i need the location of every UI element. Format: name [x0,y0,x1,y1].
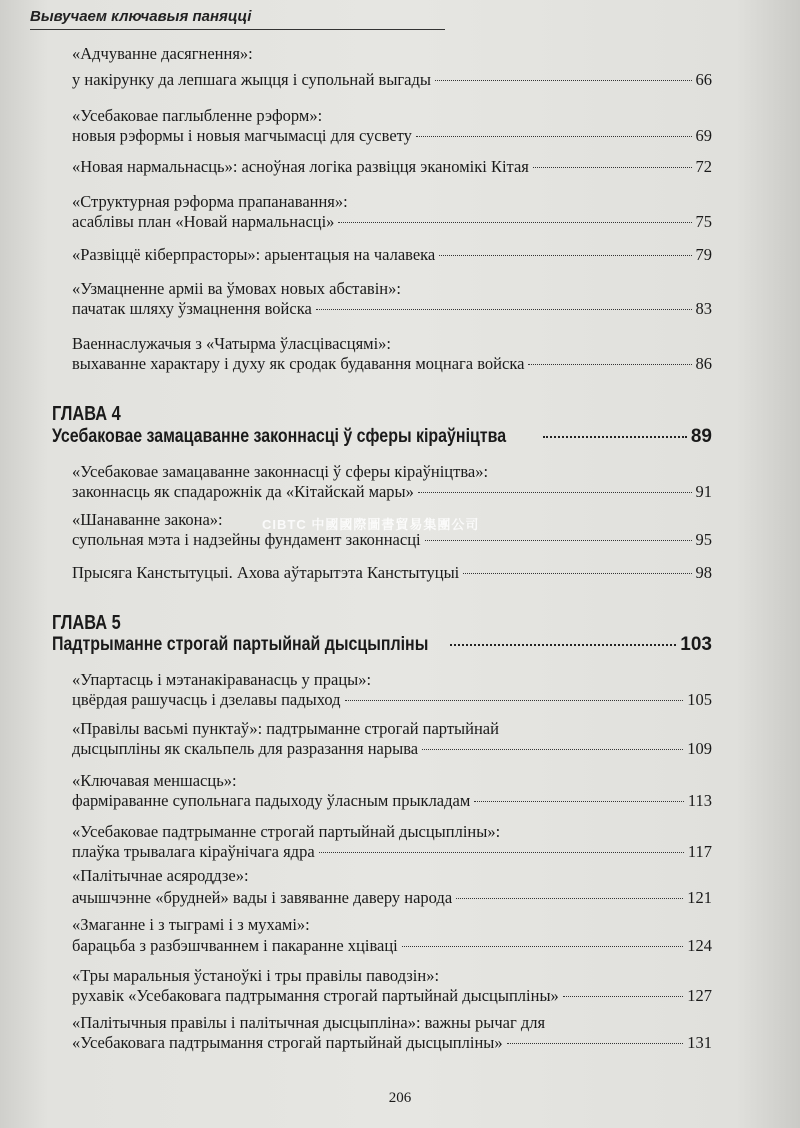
page-number: 98 [695,563,712,582]
toc-entry-line1: «Адчуванне дасягнення»: [72,44,253,63]
toc-entry-line1: Ваеннаслужачыя з «Чатырма ўласцівасцямі»: [72,334,392,353]
toc-entry: выхаванне характару і духу як сродак будавання моцнага войска 86 [72,354,712,373]
page-number: 72 [695,157,712,176]
toc-entry: асаблівы план «Новай нармальнасці» 75 [72,212,712,231]
page-number: 113 [687,791,712,810]
page-number: 109 [687,739,712,758]
page-number: 105 [687,690,712,709]
chapter-label: ГЛАВА 5 [52,612,121,634]
page-number: 66 [695,70,712,89]
page-number: 131 [687,1033,712,1052]
toc-entry-line1: «Усебаковае замацаванне законнасці ў сферы кіраўніцтва»: [72,462,489,481]
toc-entry: законнасць як спадарожнік да «Кітайскай мары» 91 [72,482,712,501]
page-number: 79 [695,245,712,264]
page-number: 121 [687,888,712,907]
page-folio: 206 [388,1090,412,1106]
chapter-title: Усебаковае замацаванне законнасці ў сферы кіраўніцтва 89 [52,426,712,447]
toc-entry: супольная мэта і надзейны фундамент законнасці 95 [72,530,712,549]
toc-entry-line1: «Палітычныя правілы і палітычная дысцыпліна»: важны рычаг для [72,1013,546,1032]
watermark: CIBTC 中國國際圖書貿易集團公司 [262,517,480,532]
toc-entry-line1: «Структурная рэформа прапанавання»: [72,192,348,211]
toc-entry-line1: «Усебаковае падтрыманне строгай партыйнай дысцыпліны»: [72,822,501,841]
page-number: 124 [687,936,712,955]
page-number: 86 [695,354,712,373]
toc-entry-line1: «Тры маральныя ўстаноўкі і тры правілы паводзін»: [72,966,440,985]
page-number: 127 [687,986,712,1005]
toc-entry: «Новая нармальнасць»: асноўная логіка развіцця эканомікі Кітая 72 [72,157,712,176]
toc-entry: барацьба з разбэшчваннем і пакаранне хціваці 124 [72,936,712,955]
toc-entry: дысцыпліны як скальпель для разразання нарыва 109 [72,739,712,758]
page-number: 83 [695,299,712,318]
page-number: 75 [695,212,712,231]
toc-entry: цвёрдая рашучасць і дзелавы падыход 105 [72,690,712,709]
toc-entry: Прысяга Канстытуцыі. Ахова аўтарытэта Канстытуцыі 98 [72,563,712,582]
page-number: 69 [695,126,712,145]
toc-entry-line1: «Узмацненне арміі ва ўмовах новых абставін»: [72,279,401,298]
toc-entry-line1: «Ключавая меншасць»: [72,771,237,790]
toc-entry: «Развіццё кіберпрасторы»: арыентацыя на чалавека 79 [72,245,712,264]
chapter-label: ГЛАВА 4 [52,403,121,425]
chapter-title: Падтрыманне строгай партыйнай дысцыпліны 103 [52,634,712,655]
toc-entry-line1: «Палітычнае асяроддзе»: [72,866,249,885]
toc-entry: у накірунку да лепшага жыцця і супольнай выгады 66 [72,70,712,89]
toc-entry-line1: «Шанаванне закона»: [72,510,223,529]
toc-entry: новыя рэформы і новыя магчымасці для сусвету 69 [72,126,712,145]
toc-entry: плаўка трывалага кіраўнічага ядра 117 [72,842,712,861]
toc-entry: пачатак шляху ўзмацнення войска 83 [72,299,712,318]
toc-entry-line1: «Правілы васьмі пунктаў»: падтрыманне строгай партыйнай [72,719,499,738]
toc-entry: ачышчэнне «брудней» вады і завяванне даверу народа 121 [72,888,712,907]
page-number: 103 [680,634,712,655]
toc-entry-line1: «Змаганне і з тыграмі і з мухамі»: [72,915,310,934]
page-number: 95 [695,530,712,549]
toc-entry-line1: «Упартасць і мэтанакіраванасць у працы»: [72,670,372,689]
toc-entry: «Усебаковага падтрымання строгай партыйнай дысцыпліны» 131 [72,1033,712,1052]
page-number: 89 [690,426,712,447]
page-number: 117 [687,842,712,861]
toc-entry: рухавік «Усебаковага падтрымання строгай партыйнай дысцыпліны» 127 [72,986,712,1005]
page-number: 91 [695,482,712,501]
running-head: Вывучаем ключавыя паняцці [30,8,445,30]
toc-entry-line1: «Усебаковае паглыбленне рэформ»: [72,106,323,125]
toc-entry: фарміраванне супольнага падыходу ўласным прыкладам 113 [72,791,712,810]
